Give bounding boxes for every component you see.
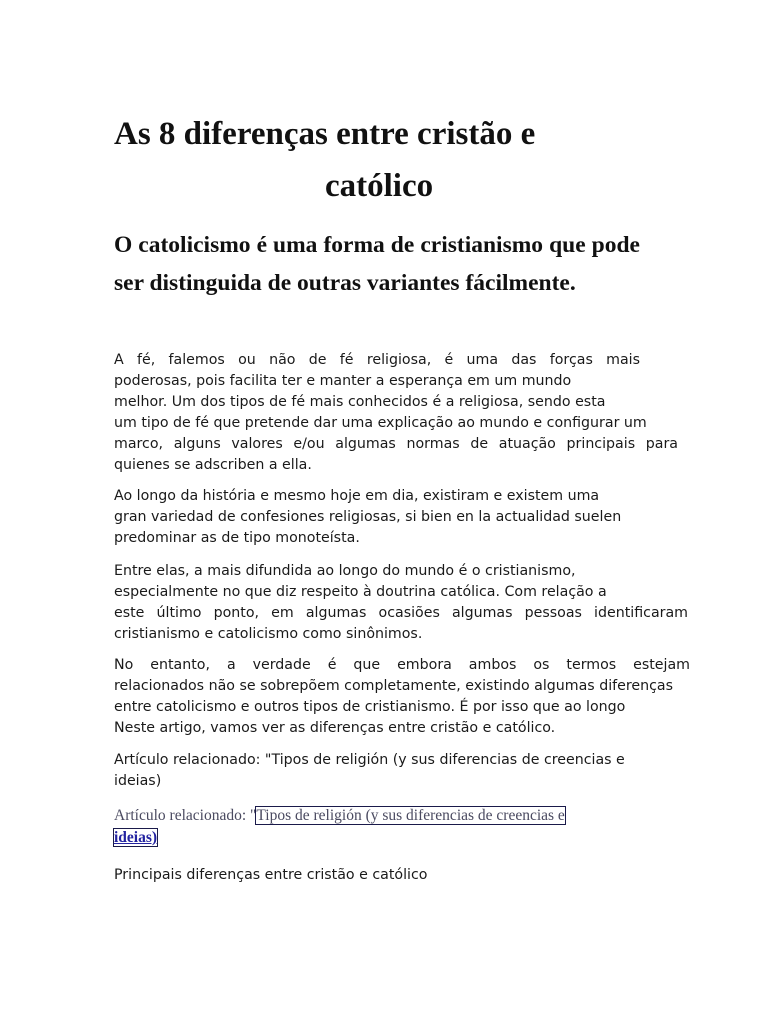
p4-line: Neste artigo, vamos ver as diferenças entre cristão e católico. — [114, 719, 556, 736]
article-title-line-1: As 8 diferenças entre cristão e — [114, 116, 536, 152]
section-heading-text: Principais diferenças entre cristão e católico — [114, 867, 428, 883]
p3-line: este último ponto, em algumas ocasiões algumas pessoas identificaram — [114, 604, 688, 621]
paragraph-2 — [114, 486, 674, 549]
section-heading — [114, 865, 674, 886]
related-prefix: Artículo relacionado: " — [114, 807, 257, 824]
p2-line: gran variedad de confesiones religiosas, si bien en la actualidad suelen — [114, 508, 622, 525]
p3-line: cristianismo e catolicismo como sinônimos. — [114, 625, 423, 642]
related-article-plain — [114, 750, 674, 792]
p2-line: Ao longo da história e mesmo hoje em dia, existiram e existem uma — [114, 488, 600, 504]
paragraph-3 — [114, 561, 688, 645]
article-title-line-2: católico — [325, 168, 434, 204]
p4-line: entre catolicismo e outros tipos de cristianismo. É por isso que ao longo — [114, 698, 626, 715]
p3-line: especialmente no que diz respeito à doutrina católica. Com relação a — [114, 583, 607, 600]
related-article-link-continued[interactable]: ideias) — [114, 829, 158, 846]
related-article-link-block — [114, 805, 674, 849]
subtitle-line-1: O catolicismo é uma forma de cristianismo que — [114, 232, 586, 258]
p3-line: Entre elas, a mais difundida ao longo do mundo é o cristianismo, — [114, 563, 576, 579]
paragraph-4 — [114, 655, 700, 739]
p1-line: um tipo de fé que pretende dar uma explicação ao mundo e configurar um — [114, 414, 647, 431]
related-article-link[interactable]: Tipos de religión (y sus diferencias de creencias e — [256, 807, 565, 824]
p1-line: marco, alguns valores e/ou algumas normas de atuação principais para — [114, 435, 678, 452]
related-line: ideias) — [114, 772, 162, 789]
subtitle-line-3: fácilmente. — [465, 270, 576, 296]
p1-line: A fé, falemos ou não de fé religiosa, é uma das forças mais — [114, 352, 640, 368]
p1-line: melhor. Um dos tipos de fé mais conhecidos é a religiosa, sendo esta — [114, 393, 606, 410]
paragraph-1 — [114, 350, 678, 475]
related-line: Artículo relacionado: "Tipos de religión (y sus diferencias de creencias e — [114, 752, 625, 768]
subtitle-line-2: pode ser distinguida de outras variantes — [114, 232, 640, 296]
p1-line: poderosas, pois facilita ter e manter a esperança em um mundo — [114, 372, 572, 389]
article-title — [114, 108, 704, 212]
p1-line: quienes se adscriben a ella. — [114, 456, 312, 473]
p4-line: relacionados não se sobrepõem completamente, existindo algumas diferenças — [114, 677, 673, 694]
article — [114, 108, 704, 302]
p2-line: predominar as de tipo monoteísta. — [114, 529, 360, 546]
article-subtitle — [114, 226, 640, 302]
p4-line: No entanto, a verdade é que embora ambos os termos estejam — [114, 657, 690, 673]
